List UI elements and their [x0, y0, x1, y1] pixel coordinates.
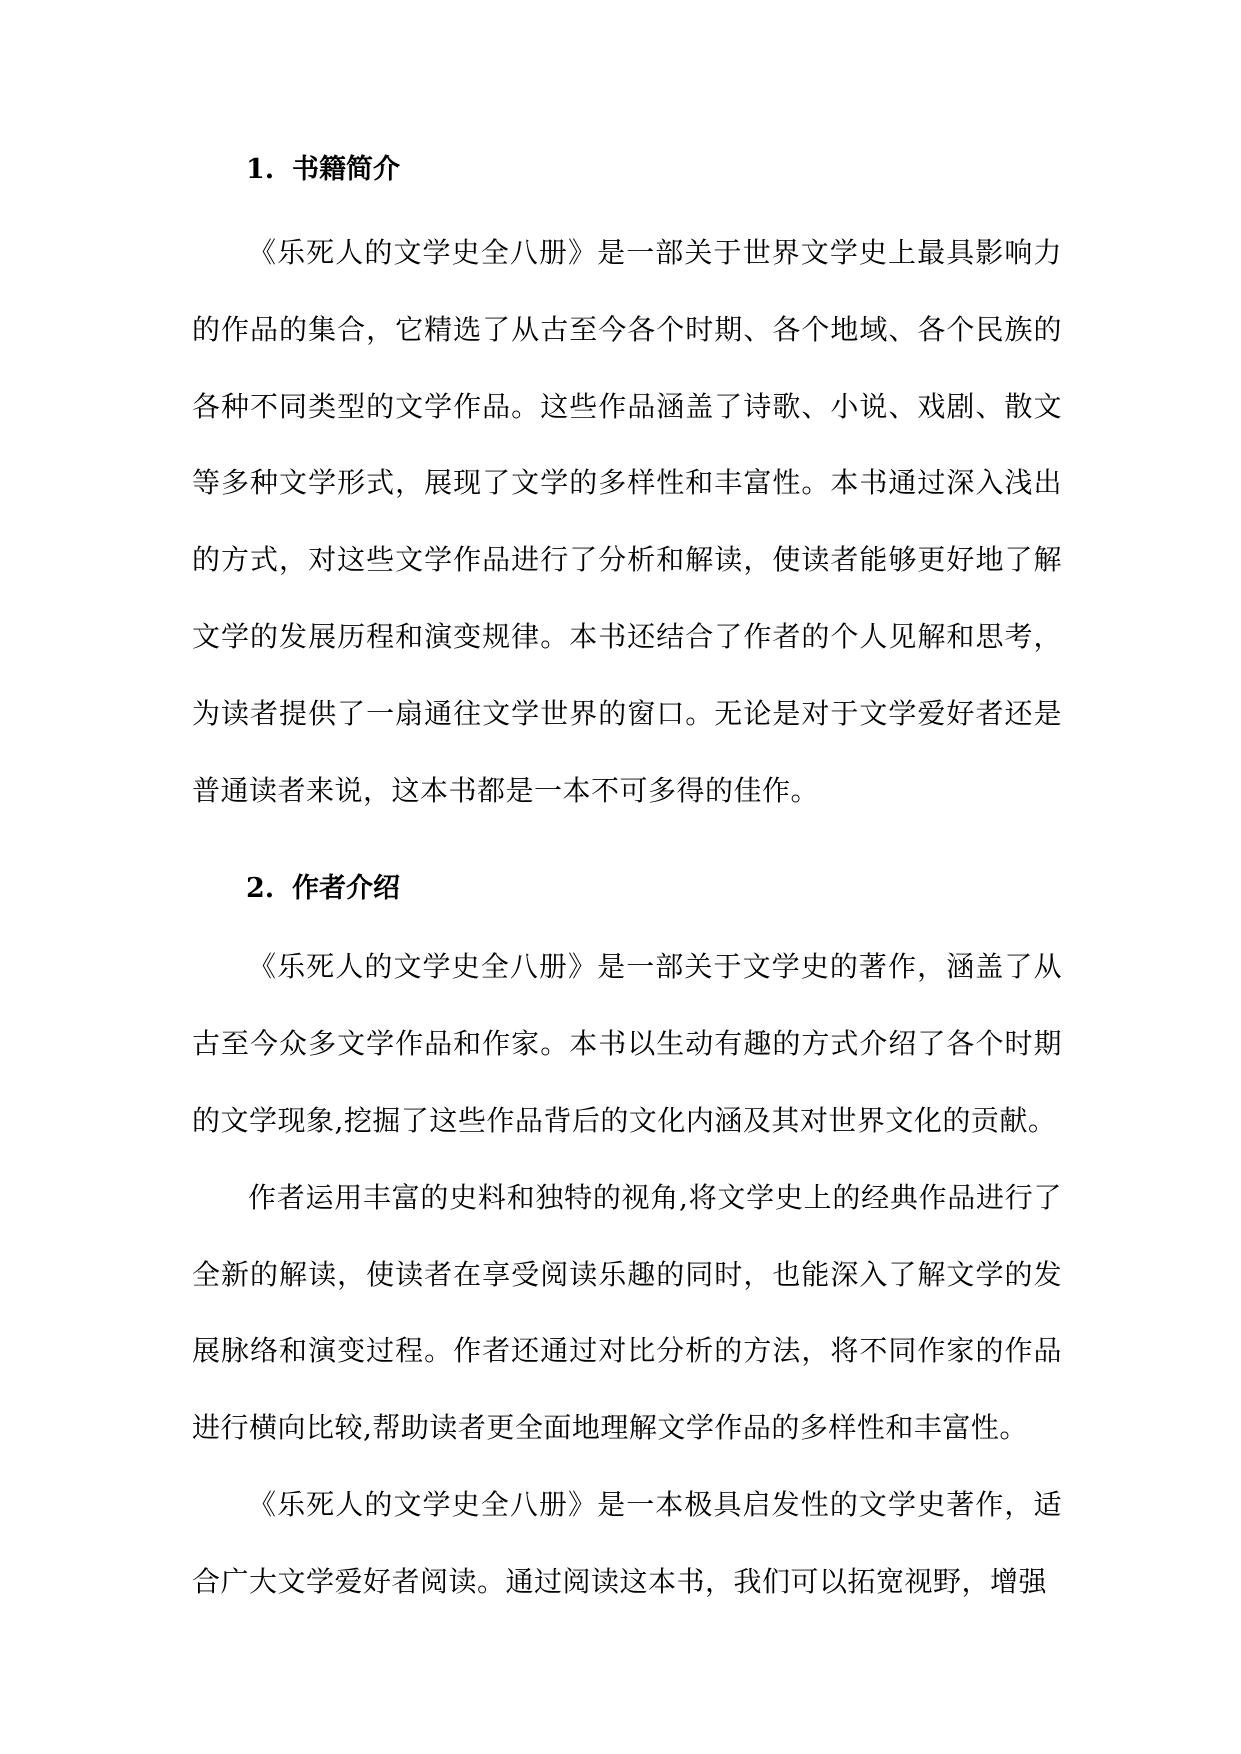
paragraph: 《乐死人的文学史全八册》是一部关于文学史的著作，涵盖了从古至今众多文学作品和作家。本书以生动有趣的方式介绍了各个时期的文学现象,挖掘了这些作品背后的文化内涵及其对世界文化的贡献。 — [192, 950, 1062, 1137]
paragraph: 《乐死人的文学史全八册》是一部关于世界文学史上最具影响力的作品的集合，它精选了从古至今各个时期、各个地域、各个民族的各种不同类型的文学作品。这些作品涵盖了诗歌、小说、戏剧、散文等多种文学形式，展现了文学的多样性和丰富性。本书通过深入浅出的方式，对这些文学作品进行了分析和解读，使读者能够更好地了解文学的发展历程和演变规律。本书还结合了作者的个人见解和思考，为读者提供了一扇通往文学世界的窗口。无论是对于文学爱好者还是普通读者来说，这本书都是一本不可多得的佳作。 — [192, 236, 1062, 807]
section-title: 书籍简介 — [292, 154, 400, 185]
section-heading-book-intro — [192, 140, 1062, 200]
section-number: 1. — [246, 154, 275, 185]
document-body — [192, 140, 1062, 1621]
paragraph: 作者运用丰富的史料和独特的视角,将文学史上的经典作品进行了全新的解读，使读者在享受阅读乐趣的同时，也能深入了解文学的发展脉络和演变过程。作者还通过对比分析的方法，将不同作家的作品进行横向比较,帮助读者更全面地理解文学作品的多样性和丰富性。 — [192, 1180, 1062, 1445]
paragraph: 《乐死人的文学史全八册》是一本极具启发性的文学史著作，适合广大文学爱好者阅读。通过阅读这本书，我们可以拓宽视野，增强 — [192, 1487, 1062, 1598]
section-number: 2. — [246, 873, 275, 905]
section-spacer — [192, 829, 1062, 859]
section-heading-author-intro — [192, 859, 1062, 919]
section-title: 作者介绍 — [292, 873, 400, 905]
